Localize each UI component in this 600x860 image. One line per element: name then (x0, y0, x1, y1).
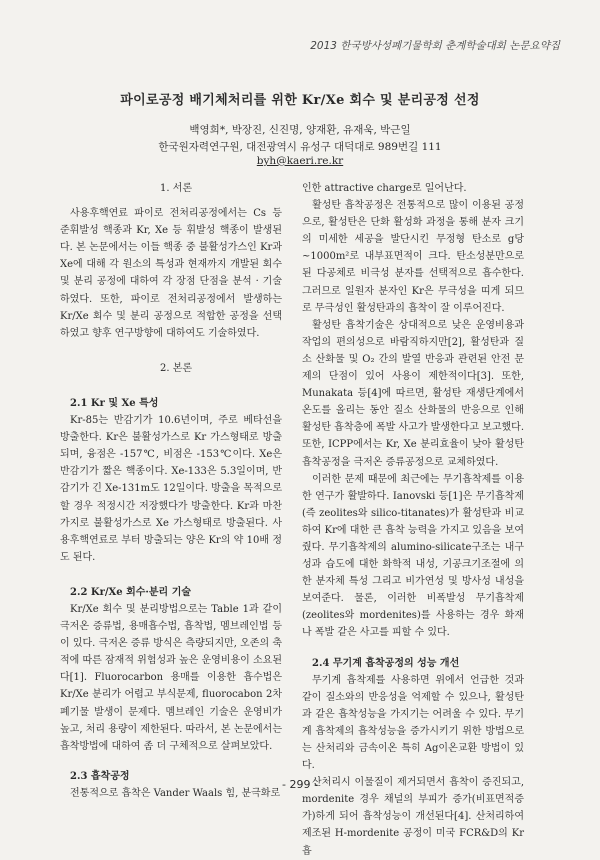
section-2-2-heading: 2.2 Kr/Xe 회수·분리 기술 (70, 586, 192, 598)
section-2-1-paragraph: Kr-85는 반감기가 10.6년이며, 주로 베타선을 방출한다. Kr은 불활성가스로 Kr 가스형태로 방출되며, 융점은 -157℃, 비점은 -153℃이다. Xe은 반감기가 짧은 핵종이다. Xe-133은 5.3일이며, 반감기가 긴 Xe-131m도 12일이다. 방출을 목적으로 할 경우 적정시간 저장했다가 방출한다. Kr과 마찬가지로 불활성가스로 Xe 가스형태로 방출된다. 사용후핵연료로 부터 방출되는 양은 Kr의 약 10배 정도 된다. (60, 415, 282, 563)
section-2-4-heading: 2.4 무기계 흡착공정의 성능 개선 (312, 657, 460, 669)
right-column (302, 180, 524, 860)
section-2-3-heading: 2.3 흡착공정 (70, 770, 130, 782)
activated-carbon-issues-paragraph: 활성탄 흡착기술은 상대적으로 낮은 운영비용과 작업의 편의성으로 바람직하지만[2], 활성탄과 질소 산화물 및 O₂ 간의 발열 반응과 관련된 안전 문제의 단점이 있어 사용이 제한적이다[3]. 또한, Munakata 등[4]에 따르면, 활성탄 재생단계에서 온도를 올리는 동안 질소 산화물의 반응으로 인해 활성탄 흡착층에 폭발 사고가 발생한다고 보고했다. 또한, ICPP에서는 Kr, Xe 분리효율이 낮아 활성탄 흡착공정을 극저온 증류공정으로 교체하였다. (302, 319, 524, 468)
acid-treatment-paragraph: 산처리시 이물질이 제거되면서 흡착이 증진되고, mordenite 경우 채널의 부피가 증가(비표면적증가)하게 되어 흡착성능이 개선된다[4]. 산처리하여 제조된 H-mordenite 공정이 미국 FCR&D의 Kr 흡 (302, 777, 524, 857)
section-1-title: 1. 서론 (159, 183, 193, 194)
section-2-4-paragraph: 무기계 흡착제를 사용하면 위에서 언급한 것과 같이 질소와의 반응성을 억제할 수 있으나, 활성탄과 같은 흡착성능을 가지기는 어려울 수 있다. 무기계 흡착제의 흡착성능을 증가시키기 위한 방법으로는 산처리와 금속이온 특히 Ag이온교환 방법이 있다. (302, 674, 524, 772)
continued-paragraph: 인한 attractive charge로 일어난다. (302, 183, 467, 194)
inorganic-adsorbent-paragraph: 이러한 문제 때문에 최근에는 무기흡착제를 이용한 연구가 활발하다. Ianovski 등[1]은 무기흡착제(즉 zeolites와 silico-titanates)가 활성탄과 비교하여 Kr에 대한 큰 흡착 능력을 가지고 있음을 보여줬다. 무기흡착제의 alumino-silicate구조는 내구성과 습도에 대한 화학적 내성, 기공크기조절에 의한 분자체 특성 그리고 비가연성 및 방사성 내성을 보여준다. 물론, 이러한 비폭발성 무기흡착제(zeolites와 mordenites)를 사용하는 경우 화재나 폭발 같은 사고를 피할 수 있다. (302, 473, 524, 639)
section-1-paragraph: 사용후핵연료 파이로 전처리공정에서는 Cs 등 준휘발성 핵종과 Kr, Xe 등 휘발성 핵종이 발생된다. 본 논문에서는 이들 핵종 중 불활성가스인 Kr과 Xe에 대해 각 원소의 특성과 현재까지 개발된 회수 및 분리 공정에 대하여 각 장점 단점을 분석 · 기술하였다. 또한, 파이로 전처리공정에서 발생하는 Kr/Xe 회수 및 분리 공정으로 적합한 공정을 선택하였고 향후 연구방향에 대하여도 기술하였다. (60, 208, 282, 339)
affiliation: 한국원자력연구원, 대전광역시 유성구 대덕대로 989번길 111 (158, 141, 442, 153)
section-2-title: 2. 본론 (159, 362, 193, 374)
activated-carbon-paragraph: 활성탄 흡착공정은 전통적으로 많이 이용된 공정으로, 활성탄은 단화 활성화 과정을 통해 분자 크기의 미세한 세공을 발단시킨 무정형 탄소로 g당 ~1000m²로 내부표면적이 크다. 탄소성분만으로 된 다공체로 비극성 분자를 선택적으로 흡수한다. 그러므로 일원자 분자인 Kr은 무극성을 띠게 되므로 무극성인 활성탄과의 흡착이 잘 이루어진다. (302, 200, 524, 314)
running-header: 2013 한국방사성폐기물학회 춘계학술대회 논문요약집 (310, 40, 560, 52)
author-email: byh@kaeri.re.kr (256, 155, 344, 167)
section-2-1-heading: 2.1 Kr 및 Xe 특성 (70, 397, 159, 409)
page-number: - 299 - (282, 778, 318, 791)
paper-title: 파이로공정 배기체처리를 위한 Kr/Xe 회수 및 분리공정 선정 (120, 93, 480, 108)
section-2-2-paragraph: Kr/Xe 회수 및 분리방법으로는 Table 1과 같이 극저온 증류법, 용매흡수법, 흡착법, 멤브레인법 등이 있다. 극저온 증류 방식은 측량되지만, 오존의 축적에 따른 잠재적 위험성과 높은 운영비용이 소요된다[1]. Fluorocarbon 용매를 이용한 흡수법은 Kr/Xe 분리가 어렵고 부식문제, fluorocabon 2차 폐기물 발생이 문제다. 멤브레인 기술은 운영비가 높고, 처리 용량이 제한된다. 따라서, 본 논문에서는 흡착방법에 대하여 좀 더 구체적으로 살펴보았다. (60, 603, 282, 752)
section-2-3-paragraph: 전통적으로 흡착은 Vander Waals 힘, 분극화로 (70, 787, 281, 799)
author-list: 백영희*, 박장진, 신진명, 양재환, 유재욱, 박근일 (189, 124, 411, 136)
left-column (60, 180, 282, 802)
